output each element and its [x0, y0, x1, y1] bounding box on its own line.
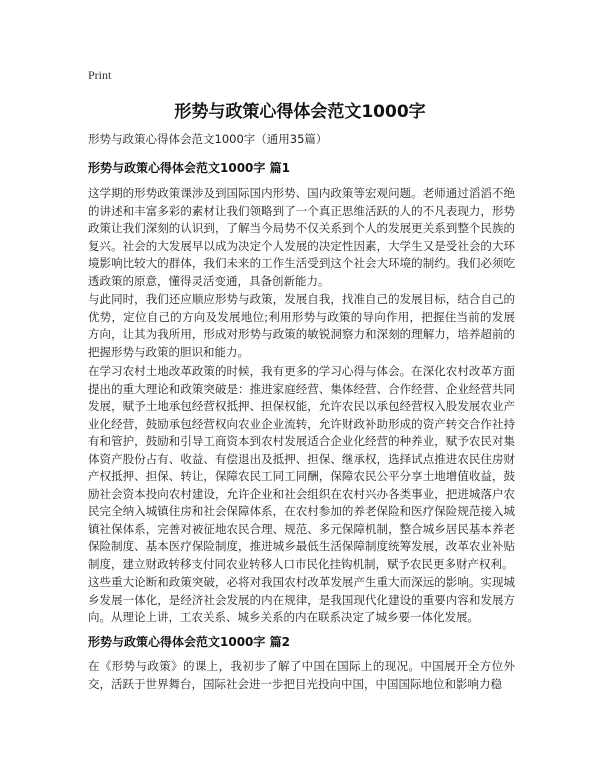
- paragraph-1-3: 在学习农村土地改革政策的时候，我有更多的学习心得与体会。在深化农村改革方面提出的重大理论和政策突破是：推进家庭经营、集体经营、合作经营、企业经营共同发展，赋予土地承包经营权抵押、担保权能，允许农民以承包经营权入股发展农业产业化经营，鼓励承包经营权向农业企业流转，允许财政补助形成的资产转交合作社持有和管护，鼓励和引导工商资本到农村发展适合企业化经营的种养业，赋予农民对集体资产股份占有、收益、有偿退出及抵押、担保、继承权，选择试点推进农民住房财产权抵押、担保、转让，保障农民工同工同酬，保障农民公平分享土地增值收益，鼓励社会资本投向农村建设，允许企业和社会组织在农村兴办各类事业，把进城落户农民完全纳入城镇住房和社会保障体系，在农村参加的养老保险和医疗保险规范接入城镇社保体系，完善对被征地农民合理、规范、多元保障机制，整合城乡居民基本养老保险制度、基本医疗保险制度，推进城乡最低生活保障制度统筹发展，改革农业补贴制度，建立财政转移支付同农业转移人口市民化挂钩机制，赋予农民更多财产权利。: [88, 364, 515, 571]
- section-heading-1: 形势与政策心得体会范文1000字 篇1: [88, 161, 290, 175]
- paragraph-1-2: 与此同时，我们还应顺应形势与政策，发展自我，找准自己的发展目标，结合自己的优势，定位自己的方向及发展地位;利用形势与政策的导向作用，把握住当前的发展方向，让其为我所用，形成对形势与政策的敏锐洞察力和深刻的理解力，培养超前的把握形势与政策的胆识和能力。: [88, 292, 515, 359]
- paragraph-1-1: 这学期的形势政策课涉及到国际国内形势、国内政策等宏观问题。老师通过滔滔不绝的讲述和丰富多彩的素材让我们领略到了一个真正思维活跃的人的不凡表现力，形势政策让我们深刻的认识到，了解当今局势不仅关系到个人的发展更关系到整个民族的复兴。社会的大发展早以成为决定个人发展的决定性因素，大学生又是受社会的大环境影响比较大的群体，我们未来的工作生活受到这个社会大环境的制约。我们必须吃透政策的原意，懂得灵活变通，具备创新能力。: [88, 186, 515, 288]
- document-subtitle: 形势与政策心得体会范文1000字（通用35篇）: [88, 132, 328, 146]
- paragraph-2-1: 在《形势与政策》的课上，我初步了解了中国在国际上的现况。中国展开全方位外交，活跃于世界舞台，国际社会进一步把目光投向中国，中国国际地位和影响力稳: [88, 659, 515, 691]
- print-label: Print: [88, 68, 112, 82]
- page-title: 形势与政策心得体会范文1000字: [174, 102, 426, 122]
- paragraph-1-4: 这些重大论断和政策突破，必将对我国农村改革发展产生重大而深远的影响。实现城乡发展一体化，是经济社会发展的内在规律，是我国现代化建设的重要内容和发展方向。从理论上讲，工农关系、城乡关系的内在联系决定了城乡要一体化发展。: [88, 575, 515, 624]
- section-heading-2: 形势与政策心得体会范文1000字 篇2: [88, 635, 290, 649]
